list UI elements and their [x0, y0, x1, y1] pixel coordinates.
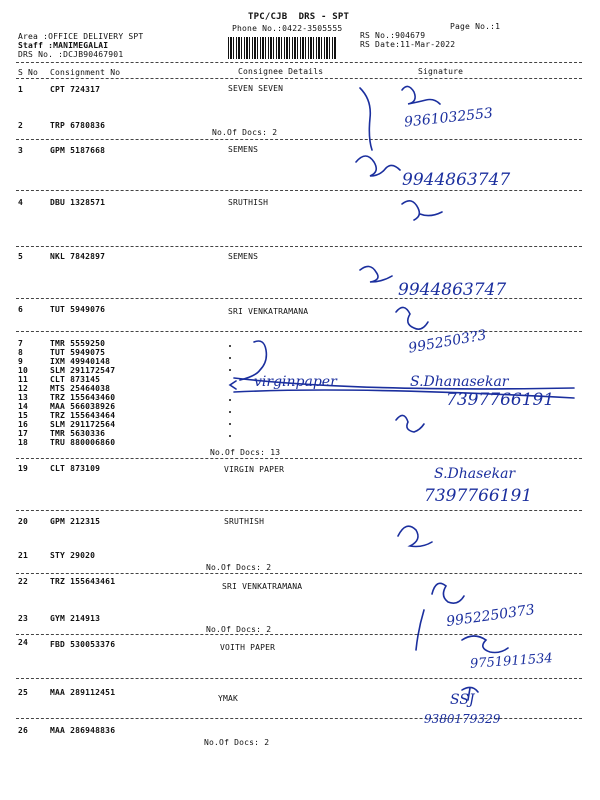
- rs-number: RS No.:904679: [360, 31, 426, 40]
- row-sno: 4: [18, 198, 24, 207]
- row-consignment: TRZ 155643461: [50, 577, 116, 586]
- row-sno: 18: [18, 438, 29, 447]
- row-sno: 3: [18, 146, 24, 155]
- row-sno: 15: [18, 411, 29, 420]
- row-consignment: GPM 5187668: [50, 146, 106, 155]
- handwritten-phone: 9944863747: [402, 170, 511, 190]
- row-sno: 7: [18, 339, 24, 348]
- row-consignment: CLT 873145: [50, 375, 101, 384]
- row-sno: 9: [18, 357, 24, 366]
- row-consignment: TRU 880006860: [50, 438, 116, 447]
- handwritten-phone: 9751911534: [469, 651, 554, 672]
- doc-count: No.Of Docs: 13: [210, 448, 281, 457]
- row-consignment: SLM 291172547: [50, 366, 116, 375]
- row-consignee: SRUTHISH: [224, 517, 265, 526]
- column-header-sno: S No: [18, 68, 39, 77]
- row-consignment: MAA 289112451: [50, 688, 116, 697]
- row-sno: 26: [18, 726, 29, 735]
- drs-number: DRS No. :DCJB90467901: [18, 50, 124, 59]
- doc-count: No.Of Docs: 2: [212, 128, 278, 137]
- row-sno: 25: [18, 688, 29, 697]
- row-consignee: VOITH PAPER: [220, 643, 276, 652]
- row-sno: 21: [18, 551, 29, 560]
- handwritten-name: S.Dhanasekar: [410, 374, 509, 390]
- row-consignment: CLT 873109: [50, 464, 101, 473]
- row-sno: 2: [18, 121, 24, 130]
- row-consignee: SRI VENKATRAMANA: [222, 582, 303, 591]
- row-sno: 8: [18, 348, 24, 357]
- handwritten-phone: 9380179329: [424, 712, 501, 726]
- handwritten-initials: SSJ: [450, 692, 475, 708]
- row-consignment: TUT 5949075: [50, 348, 106, 357]
- row-sno: 16: [18, 420, 29, 429]
- row-sno: 5: [18, 252, 24, 261]
- row-consignee: VIRGIN PAPER: [224, 465, 285, 474]
- page-number: Page No.:1: [450, 22, 501, 31]
- handwritten-phone: 9952250373: [445, 601, 536, 631]
- doc-count: No.Of Docs: 2: [204, 738, 270, 747]
- row-consignee: YMAK: [218, 694, 239, 703]
- row-sno: 6: [18, 305, 24, 314]
- column-header-consignee: Consignee Details: [238, 67, 324, 76]
- handwritten-note: virginpaper: [254, 374, 337, 390]
- row-consignee: SEMENS: [228, 145, 259, 154]
- row-sno: 17: [18, 429, 29, 438]
- row-consignment: TUT 5949076: [50, 305, 106, 314]
- row-consignment: MTS 25464038: [50, 384, 111, 393]
- row-consignment: NKL 7842897: [50, 252, 106, 261]
- row-sno: 23: [18, 614, 29, 623]
- handwritten-phone: 9944863747: [398, 280, 507, 300]
- row-consignment: IXM 49940148: [50, 357, 111, 366]
- row-consignment: SLM 291172564: [50, 420, 116, 429]
- row-consignment: FBD 530053376: [50, 640, 116, 649]
- row-consignment: GPM 212315: [50, 517, 101, 526]
- row-consignment: CPT 724317: [50, 85, 101, 94]
- row-consignment: TRP 6780836: [50, 121, 106, 130]
- row-consignment: TRZ 155643464: [50, 411, 116, 420]
- column-header-signature: Signature: [418, 67, 464, 76]
- row-consignment: DBU 1328571: [50, 198, 106, 207]
- row-consignment: TMR 5559250: [50, 339, 106, 348]
- row-consignment: STY 29020: [50, 551, 96, 560]
- row-sno: 22: [18, 577, 29, 586]
- row-consignment: MAA 566038926: [50, 402, 116, 411]
- row-sno: 19: [18, 464, 29, 473]
- row-sno: 24: [18, 638, 29, 647]
- handwritten-phone: 7397766191: [424, 486, 533, 506]
- row-sno: 10: [18, 366, 29, 375]
- row-sno: 12: [18, 384, 29, 393]
- row-sno: 13: [18, 393, 29, 402]
- row-consignment: TMR 5630336: [50, 429, 106, 438]
- row-consignment: GYM 214913: [50, 614, 101, 623]
- row-consignee: SRUTHISH: [228, 198, 269, 207]
- staff-label: Staff :MANIMEGALAI: [18, 41, 109, 50]
- area-label: Area :OFFICE DELIVERY SPT: [18, 32, 144, 41]
- row-sno: 20: [18, 517, 29, 526]
- phone-number: Phone No.:0422-3505555: [232, 24, 343, 33]
- column-header-consignment: Consignment No: [50, 68, 121, 77]
- row-consignee: SEVEN SEVEN: [228, 84, 284, 93]
- handwritten-phone: 9361032553: [403, 105, 494, 131]
- handwritten-name: S.Dhasekar: [434, 466, 516, 482]
- handwritten-phone: 9952503?3: [407, 327, 488, 357]
- row-sno: 14: [18, 402, 29, 411]
- handwritten-phone: 7397766191: [446, 390, 555, 410]
- row-consignee: SEMENS: [228, 252, 259, 261]
- row-consignee: SRI VENKATRAMANA: [228, 307, 309, 316]
- doc-count: No.Of Docs: 2: [206, 563, 272, 572]
- row-consignment: MAA 286948836: [50, 726, 116, 735]
- document-title: TPC/CJB DRS - SPT: [248, 12, 350, 22]
- row-sno: 11: [18, 375, 29, 384]
- rs-date: RS Date:11-Mar-2022: [360, 40, 456, 49]
- row-consignment: TRZ 155643460: [50, 393, 116, 402]
- doc-count: No.Of Docs: 2: [206, 625, 272, 634]
- row-sno: 1: [18, 85, 24, 94]
